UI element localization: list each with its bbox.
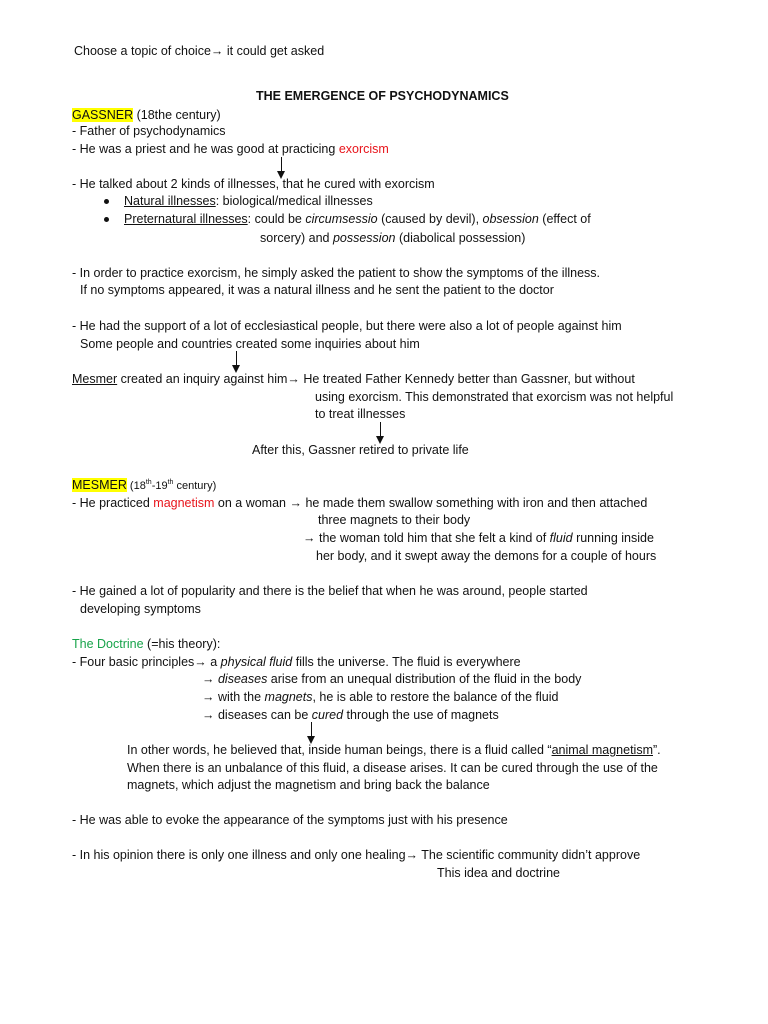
- animal-magnetism-term: animal magnetism: [551, 743, 653, 757]
- bullet-item: Natural illnesses: biological/medical illnesses: [124, 194, 373, 208]
- gassner-line: - He had the support of a lot of ecclesiastical people, but there were also a lot of people against him: [72, 319, 622, 333]
- mesmer-name: MESMER: [72, 478, 127, 492]
- gassner-line: to treat illnesses: [315, 407, 406, 421]
- doctrine-principle: → diseases can be cured through the use of magnets: [202, 708, 499, 722]
- mesmer-line: - He gained a lot of popularity and there is the belief that when he was around, people started: [72, 584, 588, 598]
- intro-note: Choose a topic of choice→ it could get asked: [74, 44, 325, 58]
- doctrine-line: - He was able to evoke the appearance of the symptoms just with his presence: [72, 813, 508, 827]
- gassner-line: - Father of psychodynamics: [72, 124, 226, 138]
- gassner-retired: After this, Gassner retired to private life: [252, 443, 469, 457]
- mesmer-line: three magnets to their body: [318, 513, 471, 527]
- doctrine-line: This idea and doctrine: [437, 866, 560, 880]
- mesmer-line: her body, and it swept away the demons for a couple of hours: [316, 549, 657, 563]
- page-title: THE EMERGENCE OF PSYCHODYNAMICS: [256, 89, 509, 103]
- gassner-line: Mesmer created an inquiry against him→ He treated Father Kennedy better than Gassner, but without: [72, 372, 635, 386]
- gassner-period: (18the century): [133, 108, 221, 122]
- doctrine-line: - In his opinion there is only one illness and only one healing→ The scientific community didn’t approve: [72, 848, 641, 862]
- doctrine-principle: → diseases arise from an unequal distribution of the fluid in the body: [202, 672, 582, 686]
- gassner-heading: [72, 108, 221, 123]
- doctrine-heading: The Doctrine (=his theory):: [72, 637, 221, 651]
- bullet-item-continued: sorcery) and possession (diabolical possession): [260, 231, 526, 245]
- doctrine-summary: In other words, he believed that, inside human beings, there is a fluid called “animal magnetism”.: [127, 743, 661, 757]
- exorcism-term: exorcism: [338, 142, 389, 156]
- magnetism-term: magnetism: [153, 496, 215, 510]
- gassner-line: Some people and countries created some inquiries about him: [80, 337, 420, 351]
- gassner-line: - He talked about 2 kinds of illnesses, that he cured with exorcism: [72, 177, 435, 191]
- mesmer-line: - He practiced magnetism on a woman → he made them swallow something with iron and then attached: [72, 496, 648, 510]
- gassner-line: If no symptoms appeared, it was a natural illness and he sent the patient to the doctor: [80, 283, 554, 297]
- doctrine-summary: magnets, which adjust the magnetism and bring back the balance: [127, 778, 490, 792]
- mesmer-line: → the woman told him that she felt a kind of fluid running inside: [303, 531, 654, 545]
- doctrine-summary: When there is an unbalance of this fluid, a disease arises. It can be cured through the use of the: [127, 761, 658, 775]
- mesmer-line: developing symptoms: [80, 602, 201, 616]
- bullet-dot: [104, 217, 109, 222]
- bullet-dot: [104, 199, 109, 204]
- gassner-name: GASSNER: [72, 108, 134, 122]
- doctrine-principle: - Four basic principles→ a physical fluid fills the universe. The fluid is everywhere: [72, 655, 521, 669]
- gassner-line: - In order to practice exorcism, he simply asked the patient to show the symptoms of the illness.: [72, 266, 601, 280]
- doctrine-principle: → with the magnets, he is able to restore the balance of the fluid: [202, 690, 559, 704]
- mesmer-heading: MESMER (18th-19th century): [72, 478, 217, 492]
- bullet-item: Preternatural illnesses: could be circumsessio (caused by devil), obsession (effect of: [124, 212, 591, 226]
- gassner-line: using exorcism. This demonstrated that exorcism was not helpful: [315, 390, 674, 404]
- gassner-line: - He was a priest and he was good at practicing exorcism: [72, 142, 389, 156]
- mesmer-ref: Mesmer: [72, 372, 118, 386]
